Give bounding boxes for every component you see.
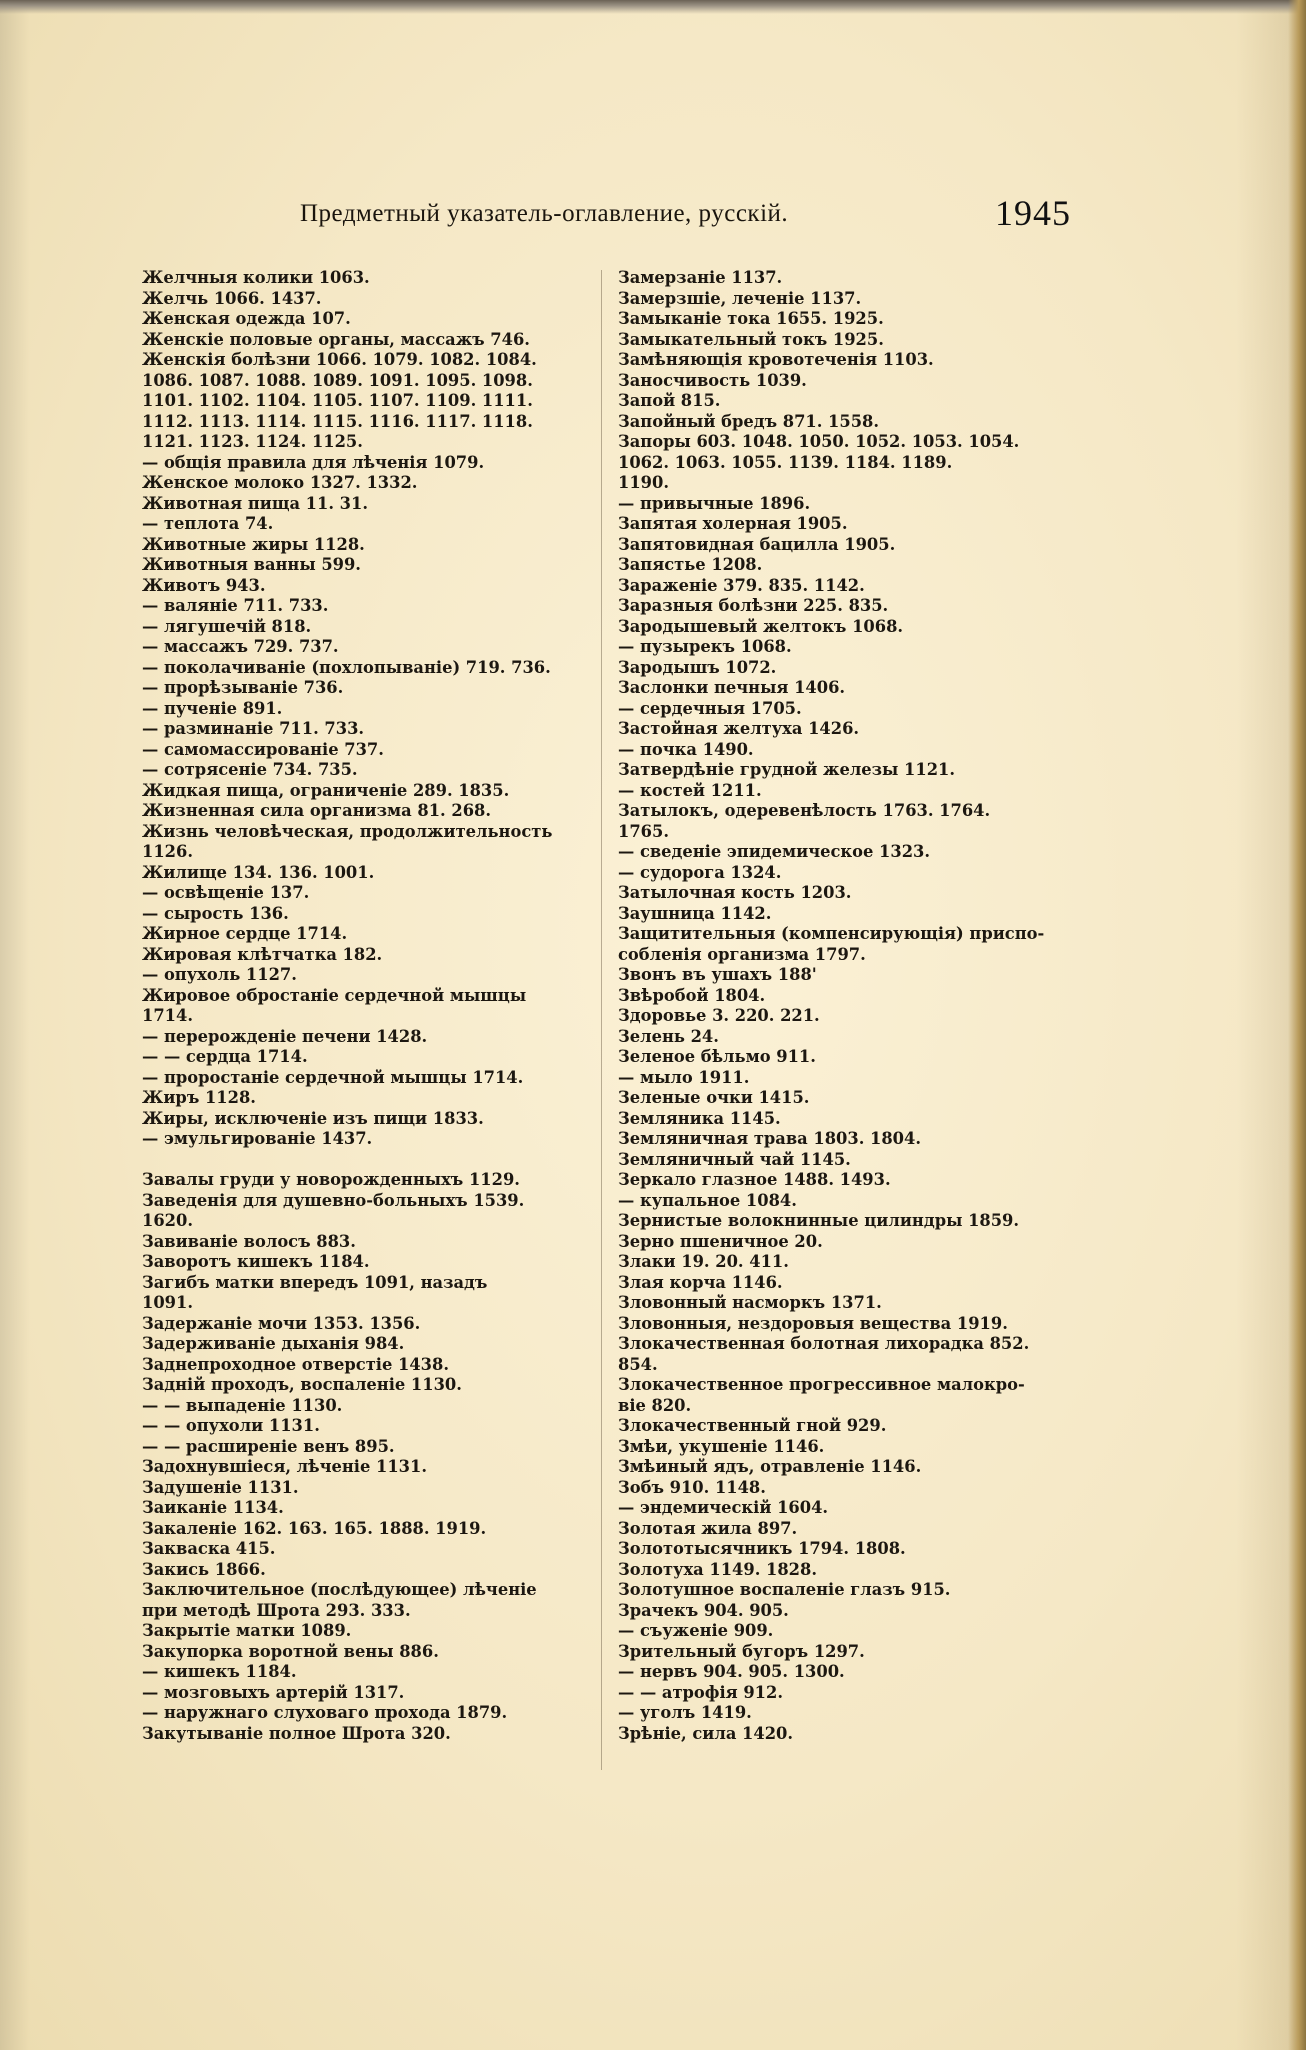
index-entry: Закись 1866.: [142, 1559, 266, 1579]
index-entry: 1714.: [142, 1006, 193, 1025]
index-entry: Закутываніе полное Шрота 320.: [142, 1723, 451, 1743]
index-entry: Закрытіе матки 1089.: [142, 1621, 352, 1640]
index-entry: Жировое обростаніе сердечной мышцы: [142, 985, 527, 1005]
header-title: Предметный указатель-оглавление, русскій.: [300, 200, 789, 227]
index-entry: Зеленое бѣльмо 911.: [618, 1047, 816, 1066]
index-entry: Задушеніе 1131.: [142, 1477, 299, 1497]
index-entry: Защитительныя (компенсирующія) приспо-: [618, 924, 1045, 943]
index-entry: Золототысячникъ 1794. 1808.: [618, 1539, 906, 1558]
index-entry: Зобъ 910. 1148.: [618, 1477, 766, 1497]
index-entry: Замерзшіе, леченіе 1137.: [618, 288, 862, 308]
index-entry: Заслонки печныя 1406.: [618, 678, 846, 697]
index-entry: Животные жиры 1128.: [142, 534, 365, 554]
index-entry: 1620.: [142, 1211, 193, 1230]
index-entry: Женская одежда 107.: [142, 309, 351, 328]
index-entry: — уголъ 1419.: [618, 1703, 752, 1722]
index-entry: 1112. 1113. 1114. 1115. 1116. 1117. 1118.: [142, 411, 533, 431]
index-entry: — валяніе 711. 733.: [142, 596, 329, 615]
index-entry: — костей 1211.: [618, 780, 762, 800]
index-entry: Змѣи, укушеніе 1146.: [618, 1436, 825, 1456]
index-entry: Затвердѣніе грудной железы 1121.: [618, 760, 956, 779]
index-entry: — проростаніе сердечной мышцы 1714.: [142, 1067, 524, 1087]
index-entry: Желчь 1066. 1437.: [142, 288, 322, 308]
index-entry: Женское молоко 1327. 1332.: [142, 473, 418, 492]
index-entry: Зернистые волокнинные цилиндры 1859.: [618, 1211, 1020, 1230]
index-entry: — лягушечій 818.: [142, 616, 312, 636]
index-entry: 1062. 1063. 1055. 1139. 1184. 1189.: [618, 452, 953, 472]
index-entry: — пученіе 891.: [142, 698, 283, 718]
index-entry: — перерожденіе печени 1428.: [142, 1026, 428, 1046]
index-entry: Злаки 19. 20. 411.: [618, 1252, 789, 1271]
index-entry: — освѣщеніе 137.: [142, 883, 310, 902]
index-entry: Зловонный насморкъ 1371.: [618, 1293, 882, 1312]
index-entry: — сердечныя 1705.: [618, 698, 802, 718]
index-entry: Жирное сердце 1714.: [142, 924, 348, 943]
index-entry: — теплота 74.: [142, 514, 274, 533]
index-entry: віе 820.: [618, 1395, 692, 1415]
index-entry: Женскіе половые органы, массажъ 746.: [142, 329, 530, 349]
index-entry: Заднепроходное отверстіе 1438.: [142, 1354, 449, 1374]
running-header: [300, 193, 1080, 242]
index-entry: Закаленіе 162. 163. 165. 1888. 1919.: [142, 1518, 487, 1538]
index-entry: — почка 1490.: [618, 739, 754, 759]
index-entry: — опухоль 1127.: [142, 965, 297, 984]
index-entry: — самомассированіе 737.: [142, 739, 384, 759]
index-entry: Замыканіе тока 1655. 1925.: [618, 309, 884, 328]
index-entry: Зелень 24.: [618, 1026, 719, 1046]
index-entry: Жизнь человѣческая, продолжительность: [142, 821, 553, 841]
index-entry: собленія организма 1797.: [618, 944, 866, 964]
scan-top-shadow: [0, 0, 1306, 14]
index-entry: Задержаніе мочи 1353. 1356.: [142, 1313, 421, 1333]
index-entry: Земляничный чай 1145.: [618, 1149, 851, 1169]
index-entry: Замыкательный токъ 1925.: [618, 329, 884, 349]
index-entry: Затылокъ, одеревенѣлость 1763. 1764.: [618, 801, 991, 820]
index-entry: Застойная желтуха 1426.: [618, 719, 860, 738]
index-entry: Загибъ матки впередъ 1091, назадъ: [142, 1272, 488, 1292]
index-entry: Золотуха 1149. 1828.: [618, 1559, 818, 1579]
index-entry: Золотушное воспаленіе глазъ 915.: [618, 1580, 951, 1599]
index-entry: Злая корча 1146.: [618, 1272, 783, 1292]
index-entry: Жизненная сила организма 81. 268.: [142, 801, 492, 820]
index-entry: — — опухоли 1131.: [142, 1416, 320, 1435]
index-entry: — нервъ 904. 905. 1300.: [618, 1662, 845, 1681]
index-entry: — эмульгированіе 1437.: [142, 1129, 373, 1148]
index-entry: Задохнувшіеся, лѣченіе 1131.: [142, 1457, 427, 1476]
index-entry: — купальное 1084.: [618, 1190, 797, 1210]
index-entry: 1190.: [618, 473, 669, 492]
index-entry: — поколачиваніе (похлопываніе) 719. 736.: [142, 657, 551, 677]
index-entry: Закупорка воротной вены 886.: [142, 1641, 439, 1661]
index-entry: — пузырекъ 1068.: [618, 637, 792, 656]
index-entry: Здоровье 3. 220. 221.: [618, 1006, 820, 1025]
index-entry: Задній проходъ, воспаленіе 1130.: [142, 1375, 462, 1394]
index-entry: Заключительное (послѣдующее) лѣченіе: [142, 1580, 537, 1599]
index-entry: — сведеніе эпидемическое 1323.: [618, 842, 931, 861]
index-entry: Завалы груди у новорожденныхъ 1129.: [142, 1170, 520, 1189]
index-entry: 1101. 1102. 1104. 1105. 1107. 1109. 1111.: [142, 391, 533, 410]
index-entry: Заушница 1142.: [618, 903, 772, 923]
index-entry: — общія правила для лѣченія 1079.: [142, 452, 485, 472]
index-entry: — разминаніе 711. 733.: [142, 719, 365, 738]
index-entry: Земляника 1145.: [618, 1108, 781, 1128]
index-entry: — съуженіе 909.: [618, 1621, 774, 1640]
index-entry: — массажъ 729. 737.: [142, 637, 339, 656]
index-entry: Животныя ванны 599.: [142, 555, 361, 574]
index-entry: — сырость 136.: [142, 903, 289, 923]
index-entry: Жиры, исключеніе изъ пищи 1833.: [142, 1108, 484, 1128]
index-entry: — — атрофія 912.: [618, 1682, 783, 1702]
index-entry: — судорога 1324.: [618, 862, 782, 882]
index-entry: Жировая клѣтчатка 182.: [142, 944, 383, 964]
index-entry: Жиръ 1128.: [142, 1088, 256, 1107]
index-entry: Зрачекъ 904. 905.: [618, 1600, 789, 1620]
index-entry: Животная пища 11. 31.: [142, 493, 369, 513]
index-entry: — — расширеніе венъ 895.: [142, 1436, 395, 1456]
index-entry: — прорѣзываніе 736.: [142, 678, 344, 697]
index-entry: Зародышъ 1072.: [618, 657, 777, 677]
index-entry: Звѣробой 1804.: [618, 985, 766, 1005]
index-entry: — эндемическій 1604.: [618, 1498, 829, 1517]
section-gap: [142, 1150, 610, 1171]
index-entry: Запойный бредъ 871. 1558.: [618, 411, 880, 431]
index-entry: Задерживаніе дыханія 984.: [142, 1334, 405, 1353]
index-entry: Запятовидная бацилла 1905.: [618, 534, 896, 554]
index-entry: Зловонныя, нездоровыя вещества 1919.: [618, 1313, 1008, 1333]
index-entry: Жидкая пища, ограниченіе 289. 1835.: [142, 780, 510, 800]
index-entry: Зеленые очки 1415.: [618, 1088, 810, 1107]
index-entry: Заиканіе 1134.: [142, 1498, 284, 1517]
index-entry: Жилище 134. 136. 1001.: [142, 862, 375, 882]
index-entry: — кишекъ 1184.: [142, 1662, 297, 1681]
index-entry: Зараженіе 379. 835. 1142.: [618, 575, 865, 595]
index-entry: Зеркало глазное 1488. 1493.: [618, 1170, 891, 1189]
index-entry: Злокачественный гной 929.: [618, 1416, 887, 1435]
index-entry: Заносчивость 1039.: [618, 370, 807, 390]
index-entry: Желчныя колики 1063.: [142, 268, 370, 287]
page-number: 1945: [995, 193, 1071, 233]
index-entry: 854.: [618, 1354, 658, 1374]
index-entry: Женскія болѣзни 1066. 1079. 1082. 1084.: [142, 350, 537, 369]
index-entry: Зрѣніе, сила 1420.: [618, 1723, 794, 1743]
index-entry: — наружнаго слуховаго прохода 1879.: [142, 1703, 508, 1722]
index-column-right: [618, 268, 1086, 1744]
index-entry: 1086. 1087. 1088. 1089. 1091. 1095. 1098.: [142, 370, 533, 390]
index-entry: 1091.: [142, 1293, 193, 1312]
index-entry: Зерно пшеничное 20.: [618, 1231, 823, 1251]
index-column-left: [142, 268, 610, 1744]
index-entry: 1126.: [142, 842, 193, 861]
index-entry: 1121. 1123. 1124. 1125.: [142, 432, 363, 451]
index-entry: 1765.: [618, 821, 669, 841]
index-entry: Злокачественная болотная лихорадка 852.: [618, 1334, 1030, 1353]
index-entry: Земляничная трава 1803. 1804.: [618, 1129, 922, 1148]
index-entry: Зрительный бугоръ 1297.: [618, 1641, 865, 1661]
index-entry: — мыло 1911.: [618, 1067, 750, 1087]
index-entry: Змѣиный ядъ, отравленіе 1146.: [618, 1457, 922, 1476]
index-entry: Заворотъ кишекъ 1184.: [142, 1252, 370, 1271]
index-entry: Запястье 1208.: [618, 555, 763, 574]
index-entry: Запой 815.: [618, 391, 721, 410]
index-entry: Заразныя болѣзни 225. 835.: [618, 596, 889, 615]
index-entry: — — выпаденіе 1130.: [142, 1395, 343, 1415]
index-entry: Злокачественное прогрессивное малокро-: [618, 1375, 1025, 1394]
index-entry: Зародышевый желтокъ 1068.: [618, 616, 904, 636]
index-entry: Золотая жила 897.: [618, 1518, 798, 1538]
index-entry: Запоры 603. 1048. 1050. 1052. 1053. 1054.: [618, 432, 1020, 451]
index-entry: — сотрясеніе 734. 735.: [142, 760, 358, 779]
index-entry: Замерзаніе 1137.: [618, 268, 783, 287]
index-entry: Закваска 415.: [142, 1539, 276, 1558]
column-divider: [601, 270, 602, 1770]
index-entry: — привычные 1896.: [618, 493, 811, 513]
index-entry: при методѣ Шрота 293. 333.: [142, 1600, 411, 1620]
index-entry: Затылочная кость 1203.: [618, 883, 852, 902]
index-entry: — мозговыхъ артерій 1317.: [142, 1682, 405, 1702]
index-entry: Заведенія для душевно-больныхъ 1539.: [142, 1190, 525, 1210]
index-entry: Замѣняющія кровотеченія 1103.: [618, 350, 934, 369]
page-edge-shadow: [1288, 0, 1306, 2050]
index-entry: Звонъ въ ушахъ 188': [618, 965, 817, 984]
index-entry: Завиваніе волосъ 883.: [142, 1231, 356, 1251]
index-entry: — — сердца 1714.: [142, 1047, 308, 1066]
index-entry: Запятая холерная 1905.: [618, 514, 848, 533]
index-entry: Животъ 943.: [142, 575, 266, 595]
